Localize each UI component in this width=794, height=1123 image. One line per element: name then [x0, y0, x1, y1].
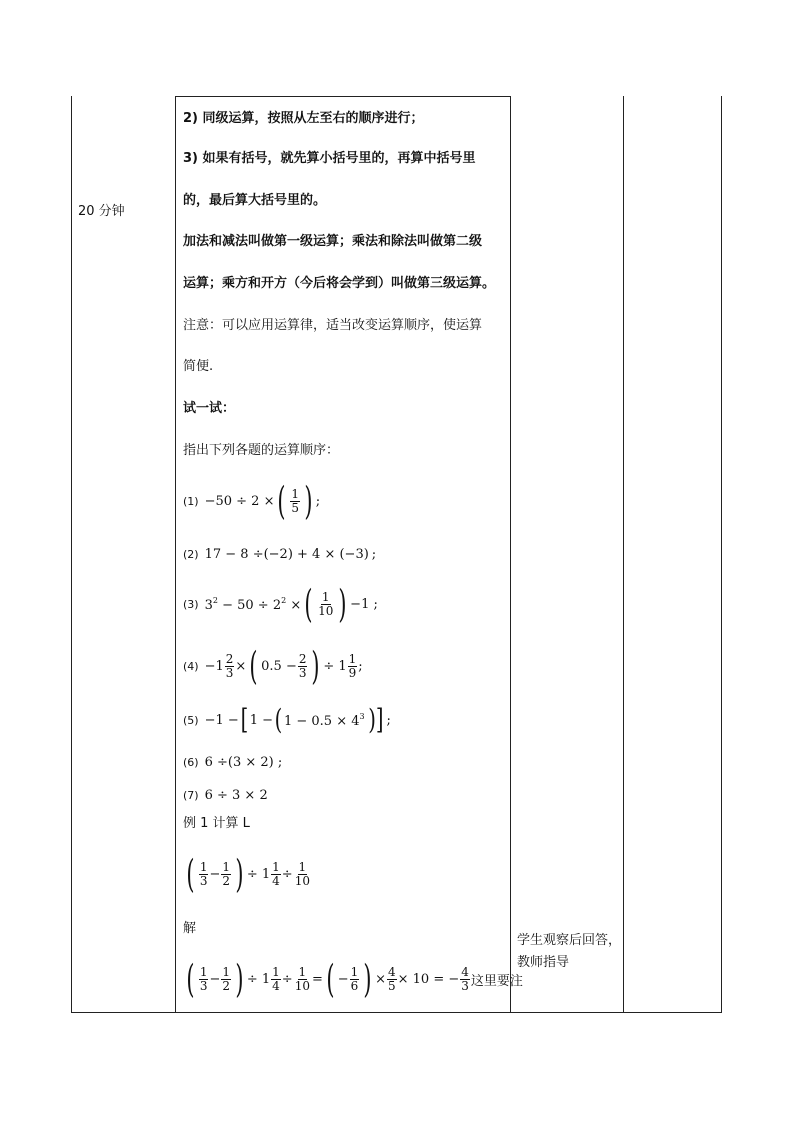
problem-3-label: (3) [183, 597, 199, 611]
solution-label: 解 [183, 921, 197, 936]
main-cell-top-border [175, 96, 511, 97]
try-prompt: 指出下列各题的运算顺序： [183, 443, 340, 458]
levels-line1: 加法和减法叫做第一级运算；乘法和除法叫做第二级 [183, 234, 483, 249]
solution-tail: 这里要注 [470, 973, 523, 989]
problem-7 [183, 785, 268, 805]
problem-4: (4) −1 $\frac{2}{3}$ × ( 0.5 − $\frac{2}{3}$ ) ÷ 1 $\frac{1}{9}$ ; [183, 644, 363, 688]
example-title: 例 1 计算 L [183, 816, 250, 831]
table-border-col2 [175, 96, 176, 1013]
problem-6: (6) 6 ÷ (3 × 2) ; [183, 754, 283, 770]
try-title: 试一试： [183, 401, 236, 416]
problem-5-label: (5) [183, 713, 199, 727]
problem-1-label: (1) [183, 494, 199, 508]
table-border-bottom [71, 1012, 722, 1013]
problem-2-label: (2) [183, 547, 199, 561]
problem-2: (2) 17 − 8 ÷ (−2) + 4 × (−3) ; [183, 546, 377, 562]
problem-7-label: (7) [183, 788, 199, 802]
example-expression: ( $\frac{1}{3}$ − $\frac{1}{2}$ ) ÷ 1 $\frac{1}{4}$ ÷ $\frac{1}{10}$ [186, 852, 310, 896]
solution-expression: ( $\frac{1}{3}$ − $\frac{1}{2}$ ) ÷ 1 $\frac{1}{4}$ ÷ $\frac{1}{10}$ = ( − $\frac{1}{6}$ ) × $\frac{4}{5}$ × 10 = − $\frac{4}{3}$ 这里要注 [186, 957, 523, 1001]
table-border-col3 [510, 96, 511, 1013]
student-response-line2: 教师指导 [517, 955, 570, 970]
note-line2: 简便. [183, 359, 214, 374]
table-border-col4 [623, 96, 624, 1013]
problem-6-text: 6 ÷ [204, 754, 228, 770]
rule-3-line1: 3) 如果有括号，就先算小括号里的，再算中括号里 [183, 151, 476, 166]
problem-4-label: (4) [183, 659, 199, 673]
table-border-left [71, 96, 72, 1013]
rule-3-line2: 的，最后算大括号里的。 [183, 193, 327, 208]
problem-6-label: (6) [183, 755, 199, 769]
problem-3: (3) $3^2 - 50 \div 2^2$ × ( $\frac{1}{10}$ ) −1 ; [183, 582, 378, 626]
rule-2: 2) 同级运算，按照从左至右的顺序进行； [183, 111, 424, 126]
problem-5: (5) −1 − [ 1 − ( $1 - 0.5 \times 4^3$ )] ; [183, 703, 391, 736]
problem-7-text: 6 ÷ 3 × 2 [204, 787, 268, 803]
problem-2-text: 17 − 8 ÷ [204, 546, 264, 562]
problem-1: (1) −50 ÷ 2 × ( $\frac{1}{5}$ ) ; [183, 479, 321, 523]
note-line1: 注意：可以应用运算律，适当改变运算顺序，使运算 [183, 318, 483, 333]
levels-line2: 运算；乘方和开方（今后将会学到）叫做第三级运算。 [183, 276, 496, 291]
student-response-line1: 学生观察后回答， [517, 933, 622, 948]
time-label: 20 分钟 [78, 204, 125, 219]
table-border-right [721, 96, 722, 1013]
